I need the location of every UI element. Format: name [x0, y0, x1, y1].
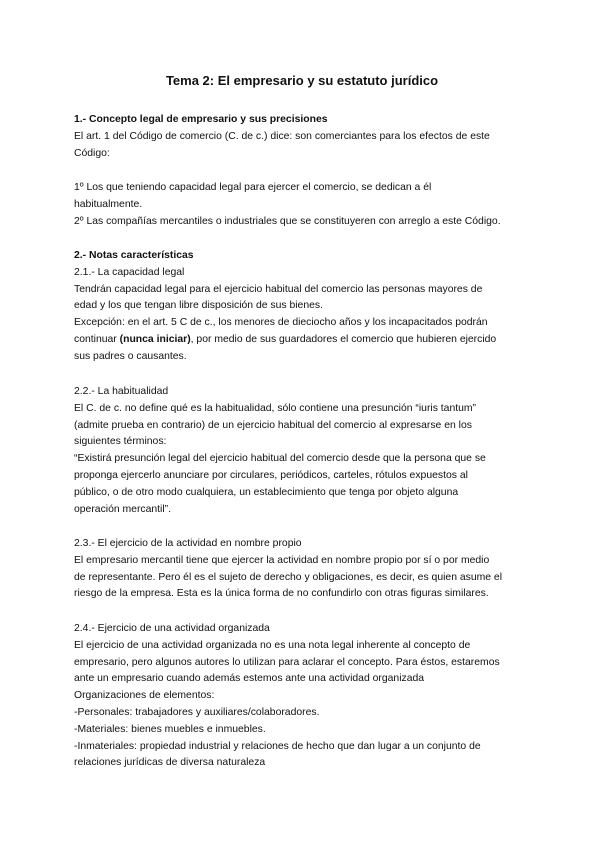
subsection-2-4-heading: 2.4.- Ejercicio de una actividad organizada [74, 623, 270, 634]
paragraph-line: de representante. Pero él es el sujeto de derecho y obligaciones, es decir, es quien asume el [74, 571, 503, 583]
subsection-2-3-heading: 2.3.- El ejercicio de la actividad en nombre propio [74, 538, 302, 549]
section-2 [74, 248, 530, 366]
paragraph-line: edad y los que tengan libre disposición de sus bienes. [74, 300, 323, 312]
section-2-3 [74, 536, 530, 603]
paragraph-line: habitualmente. [74, 198, 143, 210]
section-1-heading: 1.- Concepto legal de empresario y sus precisiones [74, 114, 328, 125]
text-run: continuar [74, 333, 120, 345]
paragraph-line: siguientes términos: [74, 436, 167, 448]
subsection-2-2-heading: 2.2.- La habitualidad [74, 386, 169, 397]
paragraph-line: El ejercicio de una actividad organizada no es una nota legal inherente al concepto de [74, 639, 471, 651]
paragraph-line: (admite prueba en contrario) de un ejercicio habitual del comercio al expresarse en los [74, 419, 472, 431]
paragraph-line: sus padres o causantes. [74, 350, 187, 362]
section-1 [74, 112, 530, 162]
paragraph-line: Excepción: en el art. 5 C de c., los menores de dieciocho años y los incapacitados podrán [74, 317, 488, 329]
paragraph-line: Tendrán capacidad legal para el ejercicio habitual del comercio las personas mayores de [74, 283, 483, 295]
text-run: , por medio de sus guardadores el comercio que hubieren ejercido [190, 333, 497, 345]
section-2-heading: 2.- Notas características [74, 250, 194, 261]
paragraph-line [74, 332, 530, 349]
list-item: -Inmateriales: propiedad industrial y relaciones de hecho que dan lugar a un conjunto de [74, 740, 481, 752]
paragraph-line: público, o de otro modo cualquiera, un establecimiento que tenga por objeto alguna [74, 486, 459, 498]
subsection-2-1-heading: 2.1.- La capacidad legal [74, 266, 185, 278]
paragraph-line: riesgo de la empresa. Esta es la única forma de no confundirlo con otras figuras similares. [74, 588, 489, 600]
paragraph-line: 2º Las compañías mercantiles o industriales que se constituyeren con arreglo a este Código. [74, 215, 501, 227]
bold-text: (nunca iniciar) [119, 333, 191, 345]
paragraph-line: empresario, pero algunos autores lo utilizan para aclarar el concepto. Para éstos, estaremos [74, 656, 500, 668]
paragraph-line: operación mercantil”. [74, 503, 172, 515]
paragraph-line: El art. 1 del Código de comercio (C. de c.) dice: son comerciantes para los efectos de este [74, 130, 490, 142]
paragraph-line: El C. de c. no define qué es la habitualidad, sólo contiene una presunción “iuris tantum” [74, 402, 477, 414]
paragraph-line: El empresario mercantil tiene que ejercer la actividad en nombre propio por sí o por medio [74, 554, 490, 566]
paragraph-line: ante un empresario cuando además estemos ante una actividad organizada [74, 673, 425, 685]
list-item: -Personales: trabajadores y auxiliares/colaboradores. [74, 706, 320, 718]
list-item: -Materiales: bienes muebles e inmuebles. [74, 723, 266, 735]
paragraph-line: 1º Los que teniendo capacidad legal para ejercer el comercio, se dedican a él [74, 182, 432, 193]
paragraph-line: Organizaciones de elementos: [74, 690, 215, 702]
paragraph-line: relaciones jurídicas de diversa naturaleza [74, 757, 266, 769]
section-1-list [74, 180, 530, 230]
paragraph-line: “Existirá presunción legal del ejercicio habitual del comercio desde que la persona que se [74, 453, 486, 465]
document-title: Tema 2: El empresario y su estatuto jurídico [165, 73, 439, 88]
paragraph-line: proponga ejercerlo anunciare por circulares, periódicos, carteles, rótulos expuestos al [74, 469, 468, 481]
section-2-4 [74, 621, 530, 772]
section-2-2 [74, 384, 530, 518]
paragraph-line: Código: [74, 147, 110, 159]
